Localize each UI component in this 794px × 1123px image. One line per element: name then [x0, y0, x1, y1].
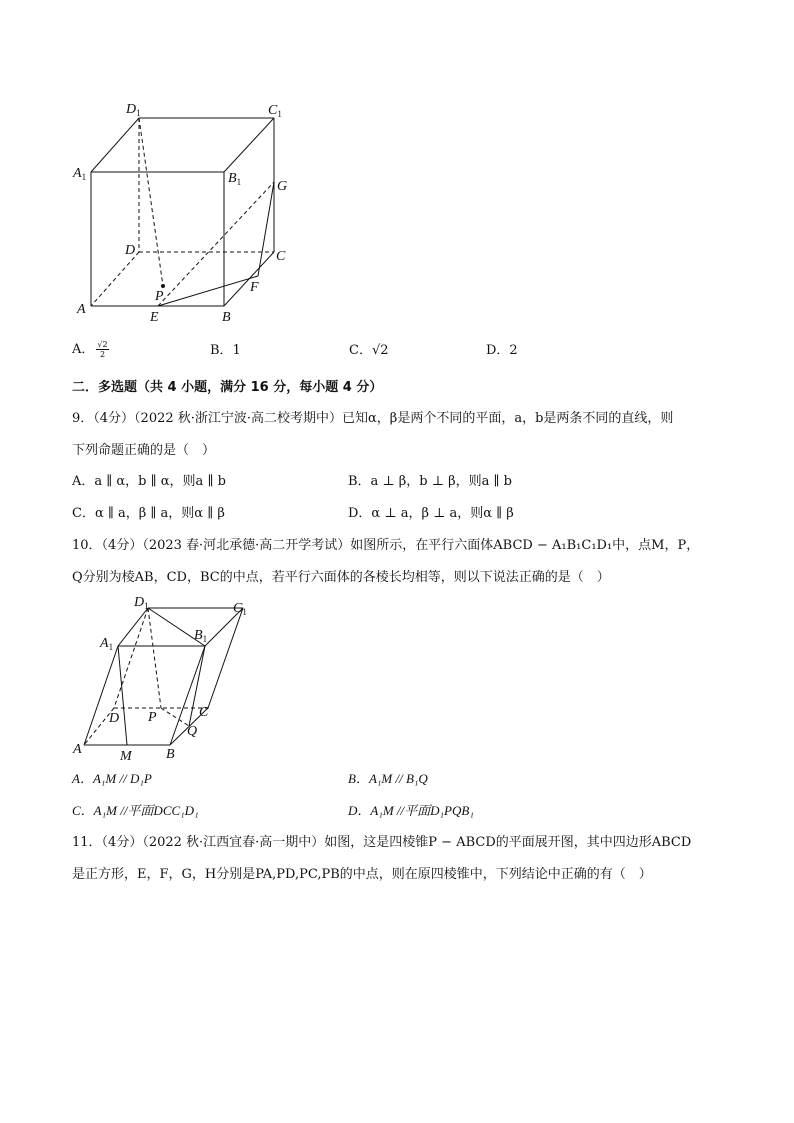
q9-option-b[interactable]: B．a ⊥ β，b ⊥ β，则a ∥ b: [348, 474, 512, 489]
label-G: G: [277, 179, 288, 194]
label-B1: $B_1$: [194, 628, 208, 644]
q8-option-d[interactable]: D．2: [486, 343, 518, 358]
label-B1: $B_1$: [228, 171, 242, 187]
label-C1: $C_1$: [268, 103, 282, 119]
label-C: C: [276, 249, 286, 264]
label-E: E: [150, 310, 159, 325]
label-D: D: [109, 711, 120, 726]
label-M: M: [120, 749, 132, 764]
label-P: P: [155, 289, 164, 304]
q9-option-c[interactable]: C．α ∥ a，β ∥ a，则α ∥ β: [72, 506, 225, 521]
label-P: P: [148, 710, 157, 725]
label-C: C: [199, 705, 209, 720]
label-F: F: [250, 280, 259, 295]
q10-option-a[interactable]: A．A₁M // D₁P: [72, 771, 152, 786]
label-A1: $A_1$: [73, 166, 87, 182]
label-C1: $C_1$: [233, 601, 247, 617]
q10-stem-line2: Q分别为棱AB，CD，BC的中点，若平行六面体的各棱长均相等，则以下说法正确的是（ ）: [72, 570, 610, 585]
q8-option-a[interactable]: A． $\frac{√2}{2}$: [72, 340, 108, 359]
parallelepiped-figure: [70, 590, 255, 765]
q10-stem-line1: 10．（4分）（2023 春·河北承德·高二开学考试）如图所示，在平行六面体ABCD − A₁B₁C₁D₁中，点M，P，: [72, 538, 700, 553]
label-D: D: [125, 243, 136, 258]
cube-figure: [70, 96, 300, 331]
q9-stem-line2: 下列命题正确的是（ ）: [72, 443, 216, 458]
q8-option-c[interactable]: C．√2: [349, 343, 389, 358]
q10-option-b[interactable]: B．A₁M // B₁Q: [348, 771, 428, 786]
q9-option-d[interactable]: D．α ⊥ a，β ⊥ a，则α ∥ β: [348, 506, 514, 521]
q11-stem-line2: 是正方形，E，F，G，H分别是PA,PD,PC,PB的中点，则在原四棱锥中，下列结论中正确的有（ ）: [72, 867, 652, 882]
q9-option-a[interactable]: A．a ∥ α，b ∥ α，则a ∥ b: [72, 474, 226, 489]
q10-option-d[interactable]: D．A₁M //平面D₁PQB₁: [348, 803, 474, 818]
q10-option-c[interactable]: C．A₁M //平面DCC₁D₁: [72, 803, 199, 818]
section-heading: 二．多选题（共 4 小题，满分 16 分，每小题 4 分）: [72, 380, 383, 395]
label-A: A: [73, 742, 82, 757]
q9-stem-line1: 9．（4分）（2022 秋·浙江宁波·高二校考期中）已知α，β是两个不同的平面，a，b是两条不同的直线，则: [72, 411, 674, 426]
label-D1: $D_1$: [126, 102, 141, 118]
label-B: B: [166, 747, 175, 762]
label-Q: Q: [187, 724, 198, 739]
label-A1: $A_1$: [100, 636, 114, 652]
q8-option-b[interactable]: B．1: [210, 343, 241, 358]
label-A: A: [77, 302, 86, 317]
fraction: $\frac{√2}{2}$: [97, 340, 108, 359]
q11-stem-line1: 11．（4分）（2022 秋·江西宜春·高一期中）如图，这是四棱锥P − ABCD的平面展开图，其中四边形ABCD: [72, 835, 692, 850]
label-D1: $D_1$: [134, 595, 149, 611]
label-B: B: [222, 310, 231, 325]
